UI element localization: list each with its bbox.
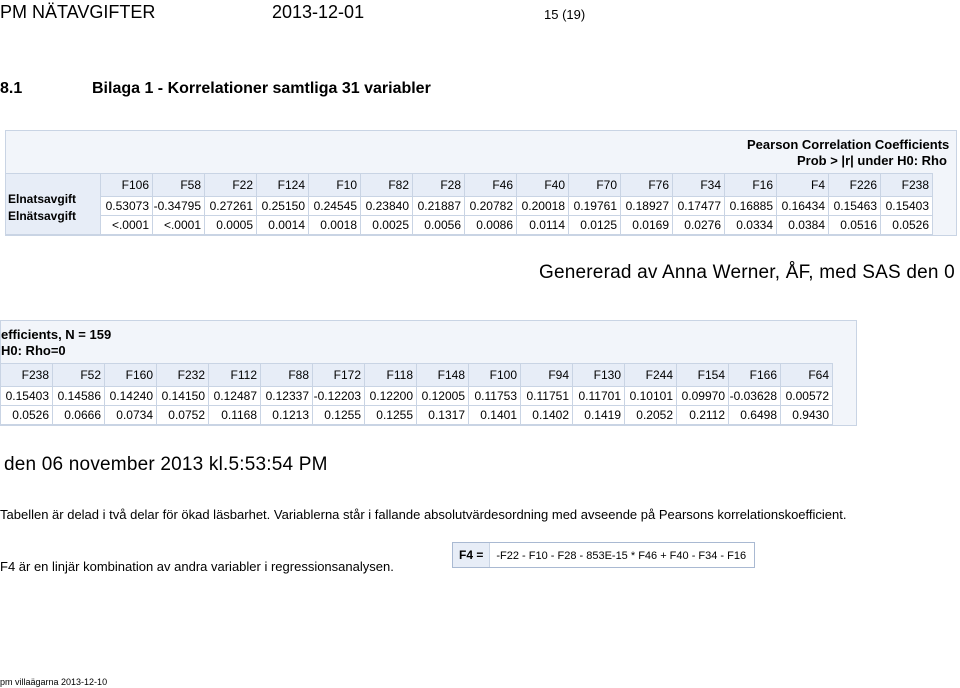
- column-header-text: F94: [548, 368, 569, 382]
- coefficient-cell-text: 0.11751: [526, 389, 569, 403]
- table2-title-line1: efficients, N = 159: [1, 327, 112, 342]
- correlation-table-part2: [0, 320, 857, 426]
- explanation-paragraph: Tabellen är delad i två delar för ökad läsbarhet. Variablerna står i fallande absolutvärdesordning med avseende på Pearsons korrelationskoefficient.: [0, 507, 847, 522]
- p-value-cell-text: 0.1401: [480, 408, 517, 422]
- column-header-text: F28: [440, 178, 461, 192]
- column-header-text: F160: [125, 368, 153, 382]
- p-value-cell-text: 0.0114: [529, 218, 565, 232]
- coefficient-cell-text: 0.00572: [785, 389, 829, 403]
- column-header: [521, 364, 573, 387]
- column-header: [361, 174, 413, 197]
- table-row: [6, 216, 933, 235]
- coefficient-cell-text: 0.21887: [417, 199, 461, 213]
- p-value-cell-text: 0.0125: [580, 218, 617, 232]
- coefficient-cell: [205, 197, 257, 216]
- p-value-cell-text: 0.0086: [476, 218, 513, 232]
- p-value-cell-text: 0.0005: [216, 218, 253, 232]
- coefficient-cell-text: 0.12487: [213, 389, 257, 403]
- p-value-cell-text: 0.1255: [324, 408, 361, 422]
- coefficient-cell: [521, 387, 573, 406]
- column-header: [413, 174, 465, 197]
- p-value-cell: [725, 216, 777, 235]
- generated-date-text: den 06 november 2013 kl.5:53:54 PM: [4, 454, 328, 475]
- p-value-cell-text: 0.0526: [12, 408, 49, 422]
- coefficient-cell-text: 0.12005: [421, 389, 465, 403]
- p-value-cell: [1, 406, 53, 425]
- coefficient-cell-text: 0.11701: [578, 389, 621, 403]
- coefficient-cell: [257, 197, 309, 216]
- column-header-text: F58: [180, 178, 201, 192]
- table-row: [6, 174, 933, 197]
- p-value-cell-text: 0.1317: [428, 408, 465, 422]
- p-value-cell: [309, 216, 361, 235]
- column-header-text: F22: [232, 178, 253, 192]
- column-header-text: F118: [386, 368, 413, 382]
- p-value-cell: [205, 216, 257, 235]
- coefficient-cell: [829, 197, 881, 216]
- coefficient-cell: [361, 197, 413, 216]
- p-value-cell: [53, 406, 105, 425]
- coefficient-cell-text: 0.20018: [521, 199, 565, 213]
- p-value-cell: [881, 216, 933, 235]
- coefficient-cell: [101, 197, 153, 216]
- table-row: [1, 387, 833, 406]
- p-value-cell-text: 0.0276: [684, 218, 721, 232]
- coefficient-cell: [413, 197, 465, 216]
- column-header-text: F82: [388, 178, 409, 192]
- p-value-cell: [105, 406, 157, 425]
- page-number: 15 (19): [544, 7, 586, 22]
- p-value-cell: [829, 216, 881, 235]
- p-value-cell-text: 0.0384: [788, 218, 825, 232]
- column-header: [105, 364, 157, 387]
- column-header-text: F10: [336, 178, 357, 192]
- column-header: [621, 174, 673, 197]
- column-header-text: F166: [749, 368, 777, 382]
- coefficient-cell: [365, 387, 417, 406]
- column-header: [417, 364, 469, 387]
- coefficient-cell: [261, 387, 313, 406]
- coefficient-cell: [105, 387, 157, 406]
- coefficient-cell-text: 0.24545: [313, 199, 357, 213]
- table2-title-line2: H0: Rho=0: [1, 343, 66, 358]
- p-value-cell: [729, 406, 781, 425]
- table1-title-line1: Pearson Correlation Coefficients: [747, 137, 950, 152]
- p-value-cell: [521, 406, 573, 425]
- column-header-text: F130: [593, 368, 621, 382]
- column-header-text: F88: [288, 368, 309, 382]
- coefficient-cell: [625, 387, 677, 406]
- column-header-text: F4: [810, 178, 825, 192]
- coefficient-cell: [781, 387, 833, 406]
- coefficient-cell-text: 0.12200: [369, 389, 413, 403]
- column-header: [313, 364, 365, 387]
- coefficient-cell-text: 0.16434: [781, 199, 825, 213]
- column-header-text: F154: [697, 368, 725, 382]
- p-value-cell: [153, 216, 205, 235]
- p-value-cell: [261, 406, 313, 425]
- column-header-text: F148: [437, 368, 465, 382]
- formula-expression: -F22 - F10 - F28 - 853E-15 * F46 + F40 - F34 - F16: [496, 550, 747, 562]
- coefficient-cell-text: 0.53073: [105, 199, 149, 213]
- p-value-cell-text: 0.9430: [792, 408, 829, 422]
- p-value-cell: [625, 406, 677, 425]
- p-value-cell-text: 0.0056: [424, 218, 461, 232]
- p-value-cell: [209, 406, 261, 425]
- column-header-text: F76: [648, 178, 669, 192]
- section-number: 8.1: [0, 80, 23, 97]
- coefficient-cell: [673, 197, 725, 216]
- coefficient-cell-text: -0.03628: [729, 389, 777, 403]
- column-header-text: F100: [489, 368, 517, 382]
- column-header: [469, 364, 521, 387]
- column-header: [881, 174, 933, 197]
- p-value-cell-text: <.0001: [163, 218, 201, 232]
- column-header: [777, 174, 829, 197]
- coefficient-cell: [777, 197, 829, 216]
- coefficient-cell: [157, 387, 209, 406]
- p-value-cell-text: 0.1168: [221, 408, 257, 422]
- column-header-text: F64: [808, 368, 829, 382]
- row-label: Elnatsavgift: [8, 192, 77, 206]
- p-value-cell-text: 0.2052: [636, 408, 673, 422]
- correlation-table-part1: [5, 130, 957, 236]
- column-header-text: F34: [700, 178, 721, 192]
- coefficient-cell-text: 0.14586: [57, 389, 101, 403]
- coefficient-cell: [569, 197, 621, 216]
- column-header: [573, 364, 625, 387]
- column-header: [569, 174, 621, 197]
- p-value-cell-text: 0.0752: [168, 408, 205, 422]
- section-title: Bilaga 1 - Korrelationer samtliga 31 variabler: [92, 80, 431, 97]
- coefficient-cell-text: 0.12337: [265, 389, 309, 403]
- p-value-cell: [417, 406, 469, 425]
- p-value-cell-text: 0.0014: [268, 218, 305, 232]
- column-header-text: F52: [80, 368, 101, 382]
- p-value-cell: [673, 216, 725, 235]
- formula-box: [452, 542, 755, 568]
- p-value-cell-text: 0.0666: [64, 408, 101, 422]
- coefficient-cell-text: 0.27261: [209, 199, 253, 213]
- p-value-cell: [781, 406, 833, 425]
- column-header: [465, 174, 517, 197]
- column-header: [257, 174, 309, 197]
- coefficient-cell: [209, 387, 261, 406]
- coefficient-cell: [729, 387, 781, 406]
- column-header-text: F40: [544, 178, 565, 192]
- column-header: [205, 174, 257, 197]
- coefficient-cell: [469, 387, 521, 406]
- p-value-cell-text: 0.2112: [689, 408, 725, 422]
- coefficient-cell: [573, 387, 625, 406]
- coefficient-cell-text: 0.19761: [573, 199, 617, 213]
- column-header: [261, 364, 313, 387]
- coefficient-cell: [465, 197, 517, 216]
- coefficient-cell: [621, 197, 673, 216]
- column-header-text: F112: [230, 368, 257, 382]
- column-header-text: F238: [21, 368, 49, 382]
- coefficient-cell-text: 0.11753: [474, 389, 517, 403]
- generated-by-text: Genererad av Anna Werner, ÅF, med SAS den 0: [539, 262, 955, 283]
- coefficient-cell: [309, 197, 361, 216]
- column-header-text: F244: [645, 368, 673, 382]
- table1-title-line2: Prob > |r| under H0: Rho: [797, 153, 947, 168]
- p-value-cell-text: 0.0169: [632, 218, 669, 232]
- column-header: [365, 364, 417, 387]
- table2-grid: [0, 363, 833, 425]
- p-value-cell-text: 0.1255: [376, 408, 413, 422]
- p-value-cell-text: 0.1213: [272, 408, 309, 422]
- p-value-cell-text: 0.0334: [736, 218, 773, 232]
- p-value-cell-text: 0.0516: [840, 218, 877, 232]
- p-value-cell: [621, 216, 673, 235]
- p-value-cell: [313, 406, 365, 425]
- p-value-cell-text: <.0001: [111, 218, 149, 232]
- p-value-cell-text: 0.6498: [740, 408, 777, 422]
- table1-grid: [5, 173, 933, 235]
- coefficient-cell-text: -0.34795: [153, 199, 201, 213]
- p-value-cell: [257, 216, 309, 235]
- column-header-text: F238: [901, 178, 929, 192]
- column-header-text: F124: [277, 178, 305, 192]
- coefficient-cell-text: 0.15403: [885, 199, 929, 213]
- p-value-cell-text: 0.0526: [892, 218, 929, 232]
- coefficient-cell-text: 0.15403: [5, 389, 49, 403]
- table-row: [1, 406, 833, 425]
- p-value-cell: [469, 406, 521, 425]
- p-value-cell: [677, 406, 729, 425]
- coefficient-cell-text: 0.09970: [681, 389, 725, 403]
- coefficient-cell: [417, 387, 469, 406]
- p-value-cell-text: 0.1419: [584, 408, 621, 422]
- column-header: [153, 174, 205, 197]
- column-header-text: F232: [177, 368, 205, 382]
- column-header: [625, 364, 677, 387]
- column-header-text: F70: [596, 178, 617, 192]
- column-header-text: F106: [121, 178, 149, 192]
- coefficient-cell-text: 0.20782: [469, 199, 513, 213]
- column-header-text: F226: [849, 178, 877, 192]
- row-header: [6, 174, 101, 235]
- coefficient-cell: [881, 197, 933, 216]
- coefficient-cell-text: 0.17477: [677, 199, 721, 213]
- p-value-cell: [365, 406, 417, 425]
- coefficient-cell: [677, 387, 729, 406]
- coefficient-cell-text: -0.12203: [313, 389, 361, 403]
- formula-label: F4 =: [453, 543, 490, 567]
- coefficient-cell-text: 0.23840: [365, 199, 409, 213]
- page-footer: pm villaägarna 2013-12-10: [0, 677, 108, 687]
- p-value-cell-text: 0.0018: [320, 218, 357, 232]
- column-header: [829, 174, 881, 197]
- column-header: [781, 364, 833, 387]
- coefficient-cell-text: 0.14150: [161, 389, 205, 403]
- column-header: [673, 174, 725, 197]
- p-value-cell: [573, 406, 625, 425]
- column-header: [209, 364, 261, 387]
- p-value-cell-text: 0.0025: [372, 218, 409, 232]
- column-header: [729, 364, 781, 387]
- p-value-cell: [517, 216, 569, 235]
- coefficient-cell: [1, 387, 53, 406]
- p-value-cell: [157, 406, 209, 425]
- column-header: [157, 364, 209, 387]
- column-header: [309, 174, 361, 197]
- p-value-cell: [569, 216, 621, 235]
- row-label: Elnätsavgift: [8, 209, 77, 223]
- p-value-cell: [413, 216, 465, 235]
- document-title: PM NÄTAVGIFTER: [0, 2, 156, 22]
- section-heading: [0, 80, 431, 98]
- coefficient-cell-text: 0.25150: [261, 199, 305, 213]
- table-row: [1, 364, 833, 387]
- column-header-text: F172: [333, 368, 361, 382]
- coefficient-cell-text: 0.14240: [109, 389, 153, 403]
- column-header-text: F46: [492, 178, 513, 192]
- p-value-cell-text: 0.1402: [532, 408, 569, 422]
- p-value-cell-text: 0.0734: [116, 408, 153, 422]
- column-header: [1, 364, 53, 387]
- p-value-cell: [361, 216, 413, 235]
- column-header: [101, 174, 153, 197]
- coefficient-cell-text: 0.15463: [833, 199, 877, 213]
- coefficient-cell-text: 0.18927: [625, 199, 669, 213]
- coefficient-cell: [153, 197, 205, 216]
- coefficient-cell: [53, 387, 105, 406]
- column-header: [53, 364, 105, 387]
- column-header: [677, 364, 729, 387]
- p-value-cell: [101, 216, 153, 235]
- p-value-cell: [777, 216, 829, 235]
- coefficient-cell: [313, 387, 365, 406]
- linear-combination-note: F4 är en linjär kombination av andra variabler i regressionsanalysen.: [0, 559, 394, 574]
- table-row: [6, 197, 933, 216]
- coefficient-cell: [517, 197, 569, 216]
- document-date: 2013-12-01: [272, 2, 365, 22]
- column-header: [517, 174, 569, 197]
- column-header-text: F16: [752, 178, 773, 192]
- coefficient-cell: [725, 197, 777, 216]
- p-value-cell: [465, 216, 517, 235]
- column-header: [725, 174, 777, 197]
- coefficient-cell-text: 0.16885: [729, 199, 773, 213]
- coefficient-cell-text: 0.10101: [629, 389, 673, 403]
